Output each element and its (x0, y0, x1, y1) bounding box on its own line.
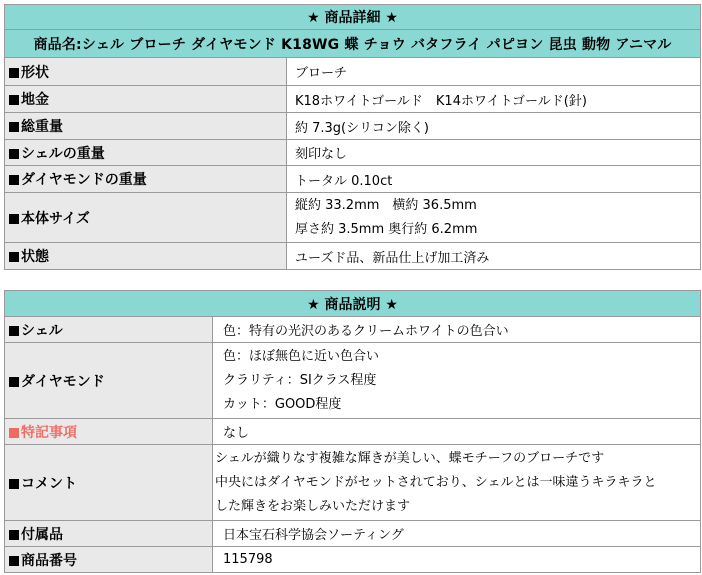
value-body-size (287, 193, 701, 243)
square-bullet-icon (9, 175, 19, 185)
label-shape: 形状 (5, 58, 287, 86)
square-bullet-icon (9, 95, 19, 105)
value-special-notes: なし (213, 419, 701, 445)
label-shell: シェル (5, 317, 213, 343)
square-bullet-icon (9, 556, 19, 566)
comment-line: シェルが織りなす複雑な輝きが美しい、蝶モチーフのブローチです (215, 450, 605, 466)
label-shell-weight: シェルの重量 (5, 140, 287, 166)
label-diamond-weight: ダイヤモンドの重量 (5, 166, 287, 193)
square-bullet-icon (9, 149, 19, 159)
description-title: ★ 商品説明 ★ (5, 291, 701, 317)
value-shell: 色：特有の光沢のあるクリームホワイトの色合い (213, 317, 701, 343)
square-bullet-icon (9, 377, 19, 387)
value-diamond (213, 343, 701, 419)
diamond-line: カット：GOOD程度 (223, 396, 342, 412)
product-description-table (4, 290, 701, 573)
value-total-weight: 約 7.3g(シリコン除く) (287, 113, 701, 140)
body-size-line: 縦約 33.2mm 横約 36.5mm (295, 197, 477, 213)
square-bullet-icon (9, 214, 19, 224)
diamond-line: 色：ほぼ無色に近い色合い (223, 348, 380, 364)
label-comment: コメント (5, 445, 213, 521)
square-bullet-icon (9, 68, 19, 78)
value-comment (213, 445, 701, 521)
details-title: ★ 商品詳細 ★ (5, 5, 701, 30)
product-details-table (4, 4, 701, 270)
label-condition: 状態 (5, 243, 287, 270)
value-metal: K18ホワイトゴールド K14ホワイトゴールド(針) (287, 86, 701, 113)
product-name: 商品名:シェル ブローチ ダイヤモンド K18WG 蝶 チョウ バタフライ パピヨン 昆虫 動物 アニマル (5, 30, 701, 58)
label-product-number: 商品番号 (5, 547, 213, 573)
square-bullet-icon (9, 530, 19, 540)
label-special-notes: 特記事項 (5, 419, 213, 445)
value-accessories: 日本宝石科学協会ソーティング (213, 521, 701, 547)
label-body-size: 本体サイズ (5, 193, 287, 243)
label-total-weight: 総重量 (5, 113, 287, 140)
comment-line: した輝きをお楽しみいただけます (215, 498, 411, 514)
value-shape: ブローチ (287, 58, 701, 86)
square-bullet-icon (9, 122, 19, 132)
label-diamond: ダイヤモンド (5, 343, 213, 419)
label-accessories: 付属品 (5, 521, 213, 547)
value-diamond-weight: トータル 0.10ct (287, 166, 701, 193)
square-bullet-icon (9, 326, 19, 336)
label-metal: 地金 (5, 86, 287, 113)
diamond-line: クラリティ：SIクラス程度 (223, 372, 377, 388)
value-condition: ユーズド品、新品仕上げ加工済み (287, 243, 701, 270)
square-bullet-icon (9, 428, 19, 438)
value-shell-weight: 刻印なし (287, 140, 701, 166)
square-bullet-icon (9, 479, 19, 489)
body-size-line: 厚さ約 3.5mm 奥行約 6.2mm (295, 221, 478, 237)
square-bullet-icon (9, 252, 19, 262)
comment-line: 中央にはダイヤモンドがセットされており、シェルとは一味違うキラキラと (215, 474, 657, 490)
value-product-number: 115798 (213, 547, 701, 573)
